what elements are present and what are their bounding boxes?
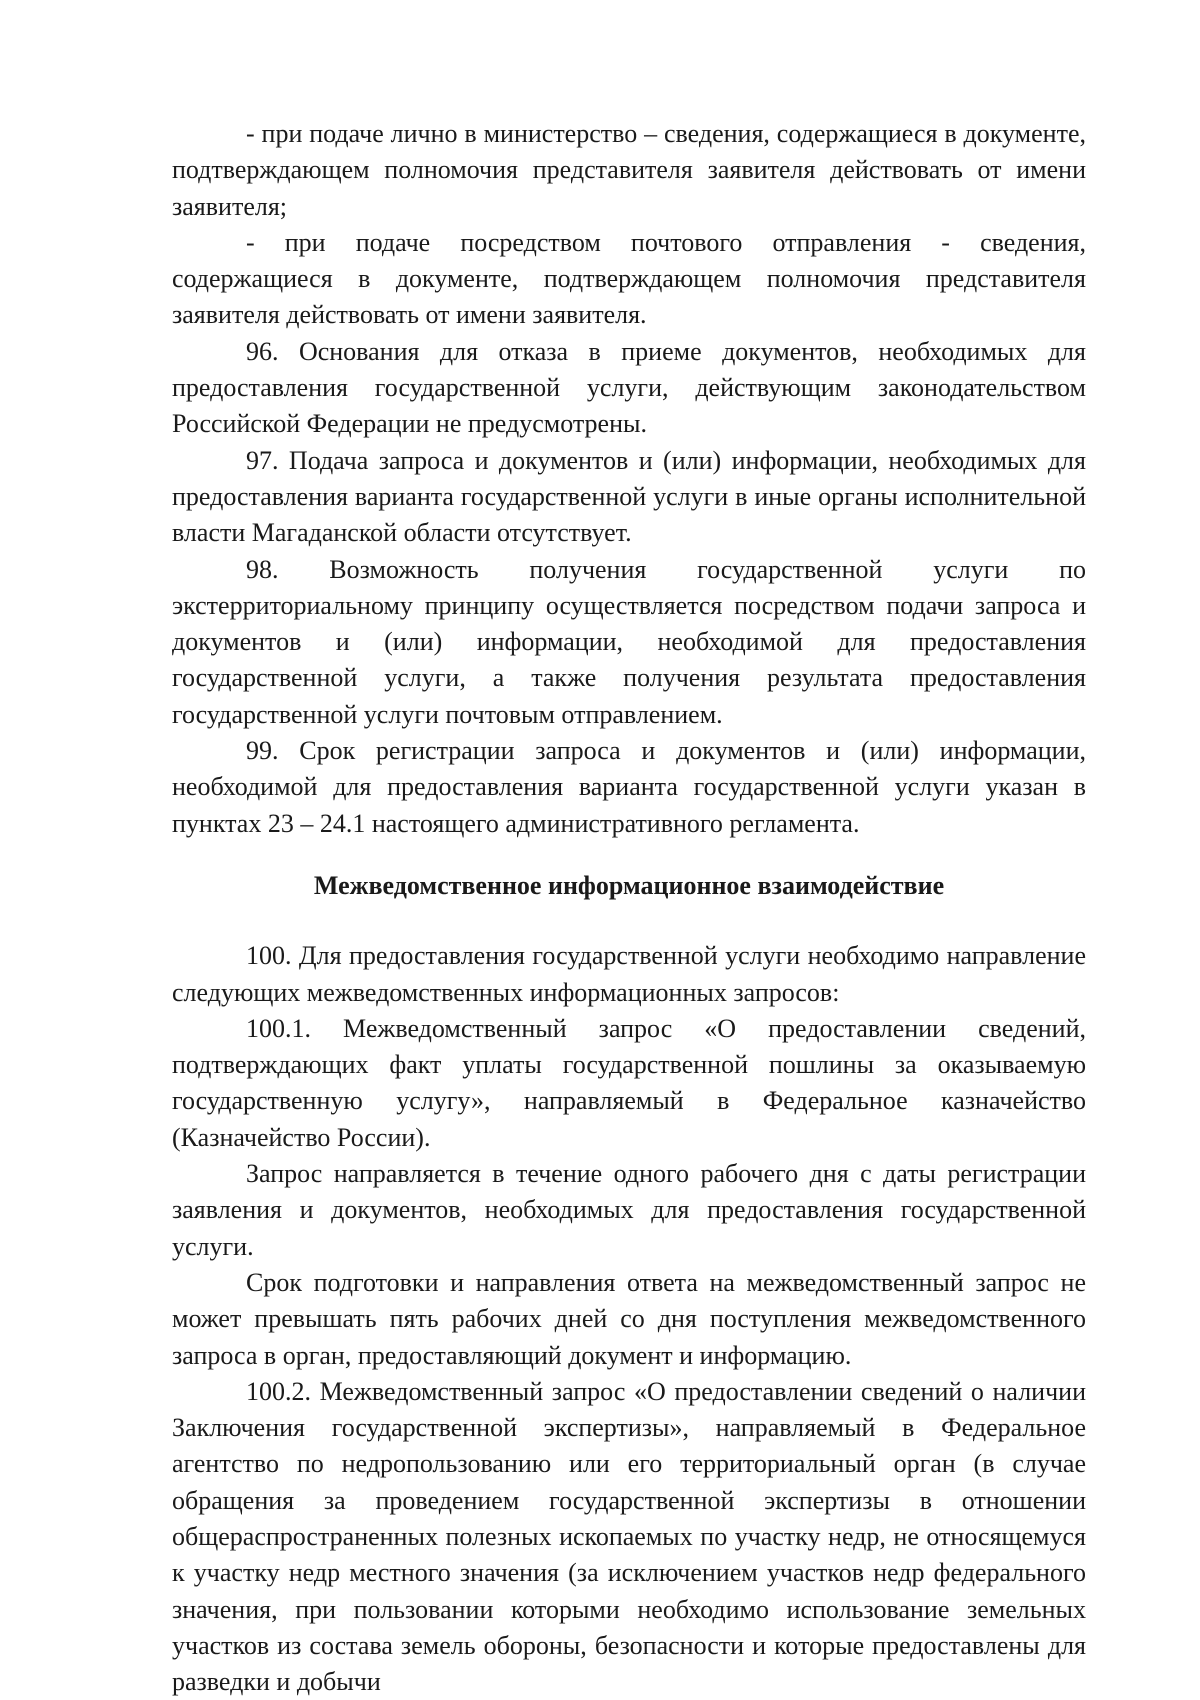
paragraph-representative-in-person: - при подаче лично в министерство – сведения, содержащиеся в документе, подтверждающем полномочия представителя заявителя действовать от имени заявителя;	[172, 119, 1086, 221]
paragraph-96: 96. Основания для отказа в приеме документов, необходимых для предоставления государственной услуги, действующим законодательством Российской Федерации не предусмотрены.	[172, 336, 1086, 439]
paragraph-97: 97. Подача запроса и документов и (или) информации, необходимых для предоставления варианта государственной услуги в иные органы исполнительной власти Магаданской области отсутствует.	[172, 445, 1086, 548]
paragraph-100-2: 100.2. Межведомственный запрос «О предоставлении сведений о наличии Заключения государственной экспертизы», направляемый в Федеральное агентство по недропользованию или его территориальный орган (в случае обращения за проведением государственной экспертизы в отношении общераспространенных полезных ископаемых по участку недр, не относящемуся к участку недр местного значения (за исключением участков недр федерального значения, при пользовании которыми необходимо использование земельных участков из состава земель обороны, безопасности и которые предоставлены для разведки и добычи	[172, 1376, 1086, 1697]
paragraph-representative-by-mail: - при подаче посредством почтового отправления - сведения, содержащиеся в документе, подтверждающем полномочия представителя заявителя действовать от имени заявителя.	[172, 227, 1086, 330]
paragraph-request-timing: Запрос направляется в течение одного рабочего дня с даты регистрации заявления и документов, необходимых для предоставления государственной услуги.	[172, 1159, 1086, 1261]
paragraph-100-1: 100.1. Межведомственный запрос «О предоставлении сведений, подтверждающих факт уплаты государственной пошлины за оказываемую государственную услугу», направляемый в Федеральное казначейство (Казначейство России).	[172, 1013, 1086, 1152]
paragraph-98: 98. Возможность получения государственной услуги по экстерриториальному принципу осуществляется посредством подачи запроса и документов и (или) информации, необходимой для предоставления государственной услуги, а также получения результата предоставления государственной услуги почтовым отправлением.	[172, 554, 1086, 729]
paragraph-response-deadline: Срок подготовки и направления ответа на межведомственный запрос не может превышать пять рабочих дней со дня поступления межведомственного запроса в орган, предоставляющий документ и информацию.	[172, 1267, 1086, 1370]
section-heading: Межведомственное информационное взаимодействие	[313, 870, 945, 900]
paragraph-100: 100. Для предоставления государственной услуги необходимо направление следующих межведомственных информационных запросов:	[172, 941, 1086, 1007]
paragraph-99: 99. Срок регистрации запроса и документов и (или) информации, необходимой для предоставления варианта государственной услуги указан в пунктах 23 – 24.1 настоящего административного регламента.	[172, 736, 1086, 838]
